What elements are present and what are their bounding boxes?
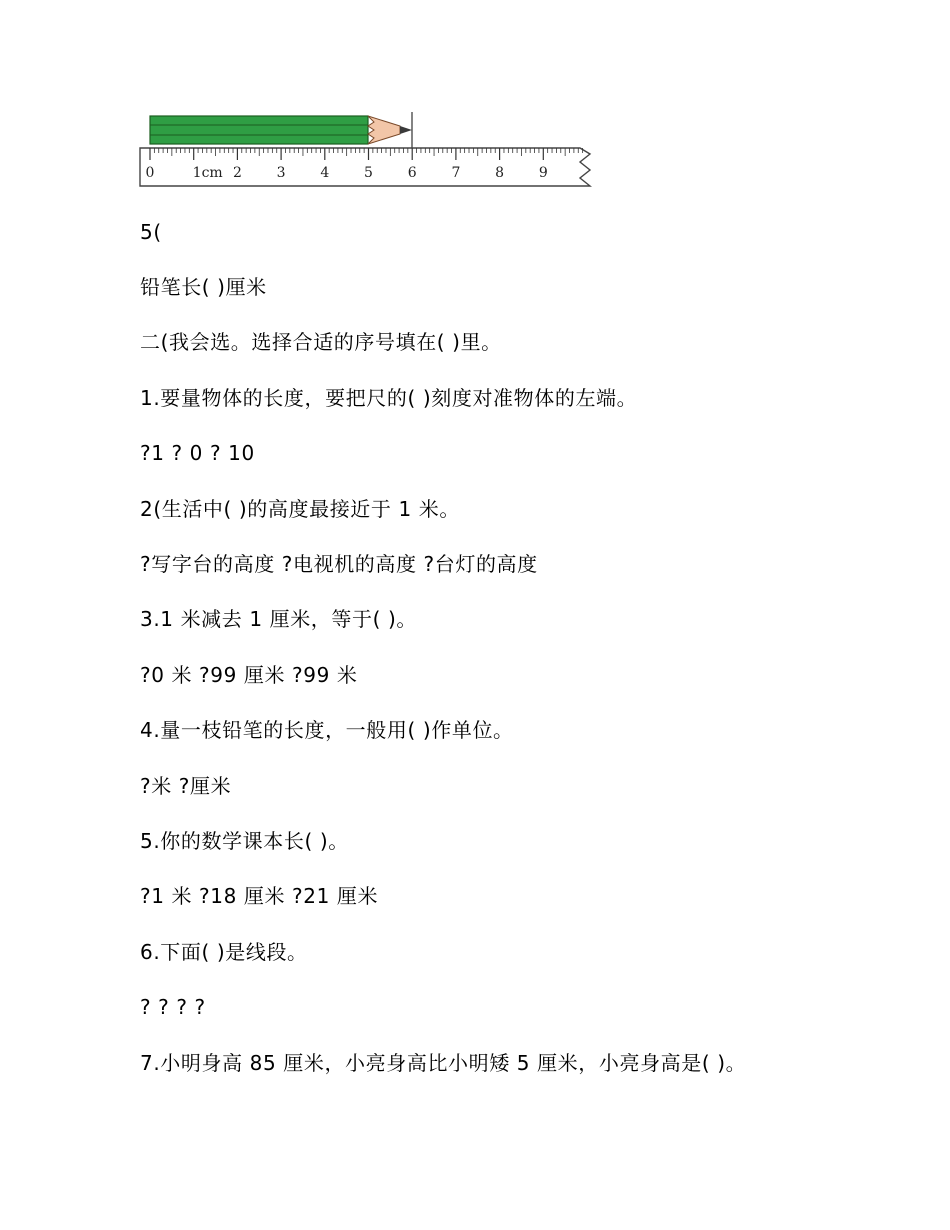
ruler [140,148,590,186]
ruler-label: 3 [276,165,286,181]
question-3-options: ?0 米 ?99 厘米 ?99 米 [140,663,358,687]
ruler-pencil-figure [138,108,600,192]
ruler-pencil-svg [138,108,600,192]
question-5: 5.你的数学课本长( )。 [140,829,349,853]
ruler-label: 9 [538,165,548,181]
question-5-options: ?1 米 ?18 厘米 ?21 厘米 [140,884,379,908]
ruler-label: 5 [364,165,373,181]
pencil [150,112,412,148]
question-2: 2(生活中( )的高度最接近于 1 米。 [140,497,460,521]
ruler-label: 6 [407,165,417,181]
ruler-label: 7 [451,165,461,181]
pencil-wood-tip [368,116,400,144]
pencil-lead [400,126,412,134]
question-1-options: ?1 ? 0 ? 10 [140,441,255,465]
question-6: 6.下面( )是线段。 [140,940,308,964]
ruler-label: 4 [320,165,330,181]
question-7: 7.小明身高 85 厘米，小亮身高比小明矮 5 厘米，小亮身高是( )。 [140,1051,747,1075]
ruler-label: 0 [145,165,155,181]
question-4-options: ?米 ?厘米 [140,774,232,798]
question-3: 3.1 米减去 1 厘米，等于( )。 [140,607,417,631]
question-1: 1.要量物体的长度，要把尺的( )刻度对准物体的左端。 [140,386,638,410]
text-line-2: 铅笔长( )厘米 [140,275,267,299]
ruler-label: 1cm [192,165,223,181]
pencil-body [150,116,368,144]
question-6-options: ? ? ? ? [140,995,206,1019]
question-4: 4.量一枝铅笔的长度，一般用( )作单位。 [140,718,514,742]
section-heading: 二(我会选。选择合适的序号填在( )里。 [140,330,502,354]
ruler-label: 2 [232,165,242,181]
text-line-1: 5( [140,220,162,244]
question-2-options: ?写字台的高度 ?电视机的高度 ?台灯的高度 [140,552,538,576]
ruler-label: 8 [495,165,505,181]
